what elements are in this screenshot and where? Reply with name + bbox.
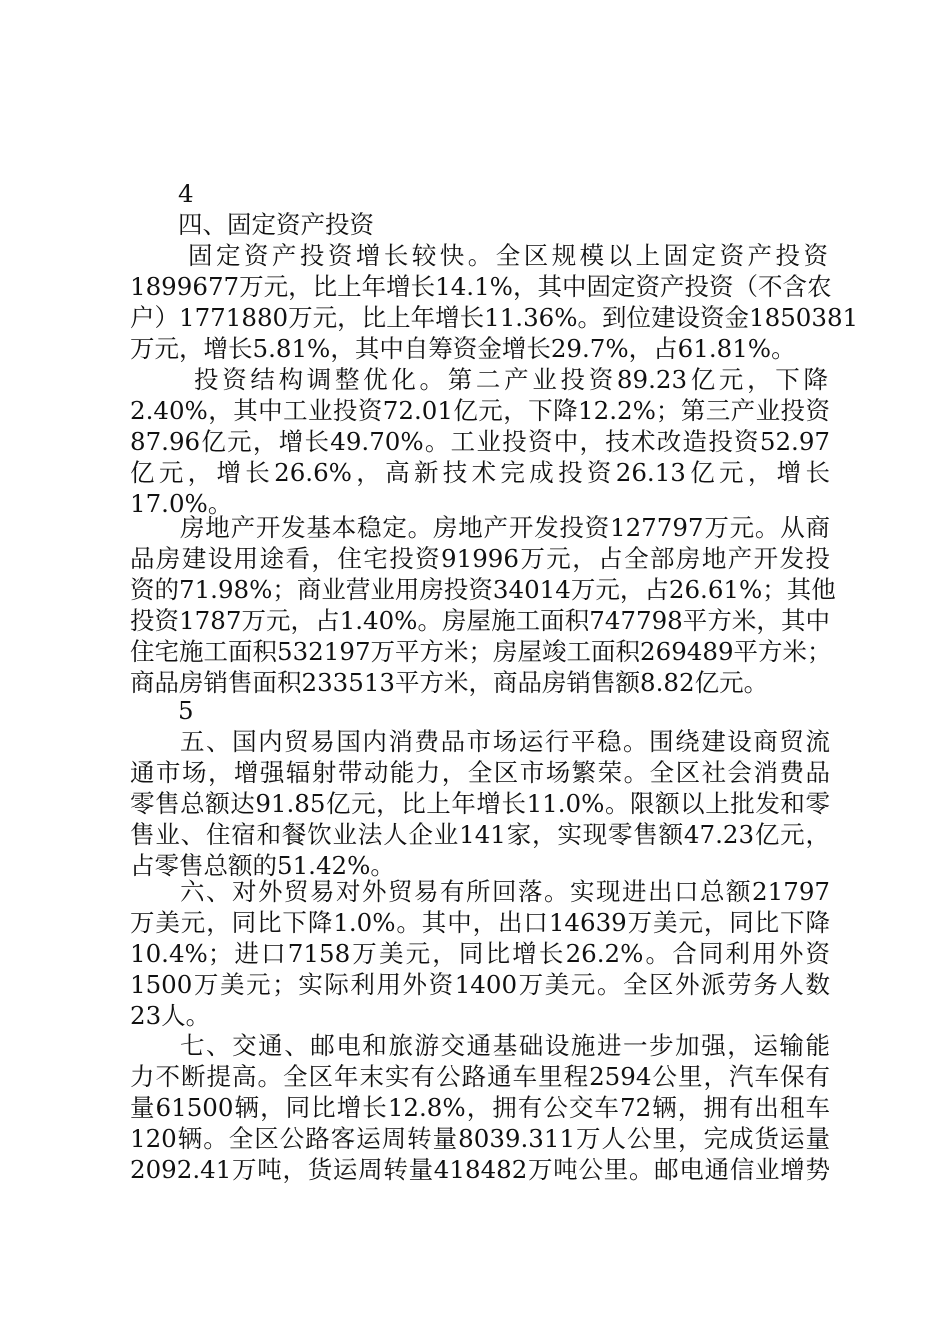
paragraph-line: 投资1787万元，占1.40%。房屋施工面积747798平方米，其中 <box>130 606 830 635</box>
paragraph-line: 商品房销售面积233513平方米，商品房销售额8.82亿元。 <box>130 668 769 697</box>
paragraph-line: 10.4%；进口7158万美元，同比增长26.2%。合同利用外资 <box>130 939 830 968</box>
paragraph-line: 2092.41万吨，货运周转量418482万吨公里。邮电通信业增势 <box>130 1155 830 1184</box>
paragraph-line: 占零售总额的51.42%。 <box>130 851 395 880</box>
section-heading: 四、固定资产投资 <box>178 210 374 239</box>
paragraph-line: 住宅施工面积532197万平方米；房屋竣工面积269489平方米； <box>130 637 832 666</box>
paragraph-line: 87.96亿元，增长49.70%。工业投资中，技术改造投资52.97 <box>130 427 830 456</box>
page-marker: 4 <box>178 179 194 208</box>
paragraph-line: 品房建设用途看，住宅投资91996万元，占全部房地产开发投 <box>130 544 830 573</box>
paragraph-line: 固定资产投资增长较快。全区规模以上固定资产投资 <box>188 241 828 270</box>
paragraph-line: 120辆。全区公路客运周转量8039.311万人公里，完成货运量 <box>130 1124 830 1153</box>
paragraph-line: 通市场，增强辐射带动能力，全区市场繁荣。全区社会消费品 <box>130 758 830 787</box>
paragraph-line: 万元，增长5.81%，其中自筹资金增长29.7%，占61.81%。 <box>130 334 796 363</box>
paragraph-line: 23人。 <box>130 1001 211 1030</box>
paragraph-line: 2.40%，其中工业投资72.01亿元，下降12.2%；第三产业投资 <box>130 396 830 425</box>
paragraph-line: 资的71.98%；商业营业用房投资34014万元，占26.61%；其他 <box>130 575 836 604</box>
paragraph-line: 亿元，增长26.6%，高新技术完成投资26.13亿元，增长 <box>130 458 830 487</box>
paragraph-line: 1500万美元；实际利用外资1400万美元。全区外派劳务人数 <box>130 970 830 999</box>
paragraph-line: 万美元，同比下降1.0%。其中，出口14639万美元，同比下降 <box>130 908 830 937</box>
paragraph-line: 七、交通、邮电和旅游交通基础设施进一步加强，运输能 <box>180 1031 830 1060</box>
paragraph-line: 零售总额达91.85亿元，比上年增长11.0%。限额以上批发和零 <box>130 789 830 818</box>
paragraph-line: 五、国内贸易国内消费品市场运行平稳。围绕建设商贸流 <box>180 727 830 756</box>
paragraph-line: 户）1771880万元，比上年增长11.36%。到位建设资金1850381 <box>130 303 859 332</box>
paragraph-line: 1899677万元，比上年增长14.1%，其中固定资产投资（不含农 <box>130 272 832 301</box>
paragraph-line: 量61500辆，同比增长12.8%，拥有公交车72辆，拥有出租车 <box>130 1093 830 1122</box>
paragraph-line: 房地产开发基本稳定。房地产开发投资127797万元。从商 <box>180 513 830 542</box>
paragraph-line: 17.0%。 <box>130 489 233 518</box>
paragraph-line: 六、对外贸易对外贸易有所回落。实现进出口总额21797 <box>180 877 830 906</box>
page-marker: 5 <box>178 696 194 725</box>
paragraph-line: 投资结构调整优化。第二产业投资89.23亿元，下降 <box>194 365 828 394</box>
paragraph-line: 力不断提高。全区年末实有公路通车里程2594公里，汽车保有 <box>130 1062 830 1091</box>
paragraph-line: 售业、住宿和餐饮业法人企业141家，实现零售额47.23亿元， <box>130 820 830 849</box>
